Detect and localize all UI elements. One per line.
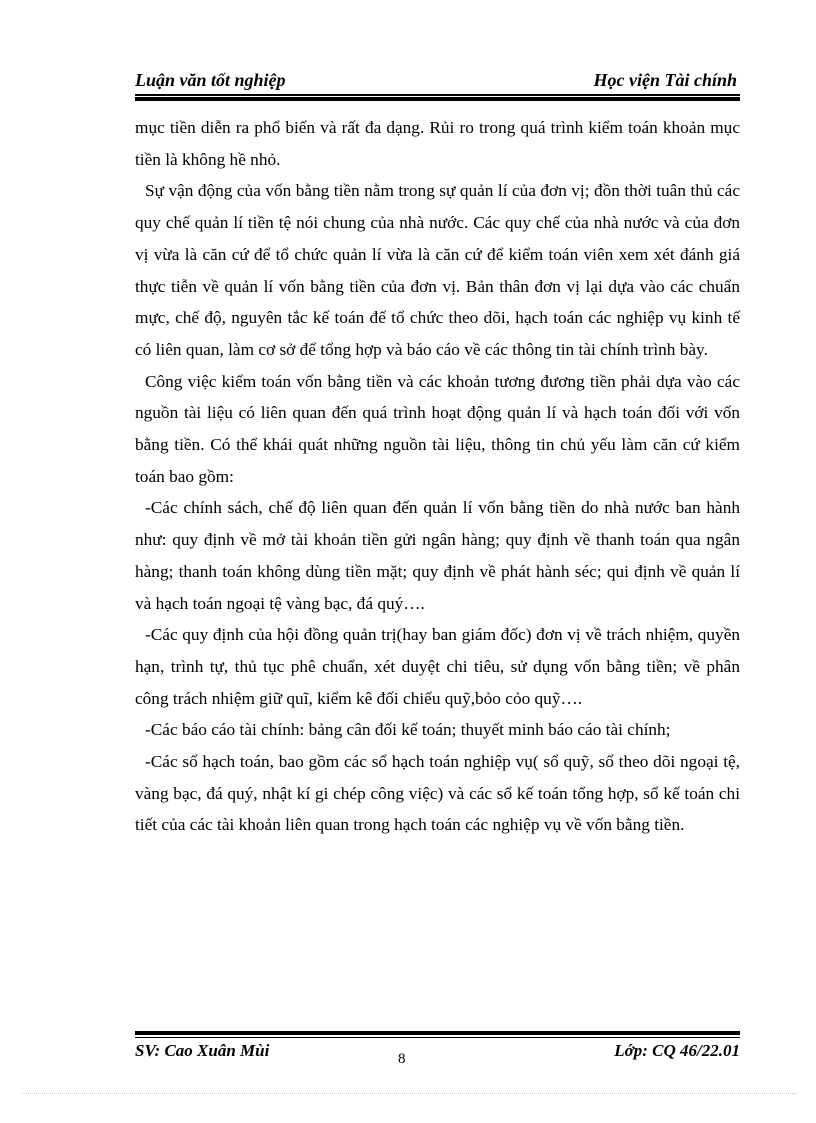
header-rule-thick — [135, 97, 740, 101]
list-item-board-regulations: -Các quy định của hội đồng quản trị(hay ban giám đốc) đơn vị về trách nhiệm, quyền hạn, trình tự, thủ tục phê chuẩn, xét duyệt chi tiêu, sử dụng vốn bằng tiền; về phân công trách nhiệm giữ quĩ, kiểm kê đối chiếu quỹ,bỏo cỏo quỹ…. — [135, 625, 740, 708]
list-item-financial-reports: -Các báo cáo tài chính: bảng cân đối kế toán; thuyết minh báo cáo tài chính; — [145, 720, 671, 740]
header-thesis-title: Luận văn tốt nghiệp — [135, 70, 286, 90]
footer-class-code: Lớp: CQ 46/22.01 — [614, 1041, 740, 1060]
paragraph-continuation: mục tiền diễn ra phổ biến và rất đa dạng. Rủi ro trong quá trình kiểm toán khoản mục tiền là không hề nhỏ. — [135, 118, 740, 169]
paragraph-capital-movement: Sự vận động của vốn bằng tiền nằm trong sự quản lí của đơn vị; đồn thời tuân thủ các quy chế quản lí tiền tệ nói chung của nhà nước. Các quy chế của nhà nước và của đơn vị vừa là căn cứ để tổ chức quản lí vừa là căn cứ để kiểm toán viên xem xét đánh giá thực tiễn về quản lí vốn bằng tiền của đơn vị. Bản thân đơn vị lại dựa vào các chuẩn mực, chế độ, nguyên tắc kế toán để tổ chức theo dõi, hạch toán các nghiệp vụ kinh tế có liên quan, làm cơ sở để tổng hợp và báo cáo về các thông tin tài chính trình bày. — [135, 181, 740, 359]
footer-rule-thin — [135, 1037, 740, 1038]
footer-rule-thick — [135, 1031, 740, 1035]
page-header — [135, 70, 740, 94]
paragraph-audit-sources: Công việc kiểm toán vốn bằng tiền và các khoản tương đương tiền phải dựa vào các nguồn tài liệu có liên quan đến quá trình hoạt động quản lí và hạch toán đối với vốn bằng tiền. Có thể khái quát những nguồn tài liệu, thông tin chủ yếu làm căn cứ kiểm toán bao gồm: — [135, 371, 740, 486]
page-footer — [135, 1041, 740, 1065]
header-institution: Học viện Tài chính — [593, 70, 737, 90]
list-item-accounting-books: -Các sổ hạch toán, bao gồm các sổ hạch toán nghiệp vụ( sổ quỹ, sổ theo dõi ngoại tệ, vàng bạc, đá quý, nhật kí gi chép công việc) và các sổ kế toán tổng hợp, sổ kế toán chi tiết của các tài khoản liên quan trong hạch toán các nghiệp vụ về vốn bằng tiền. — [135, 752, 740, 835]
page-boundary-line — [22, 1093, 797, 1094]
footer-student-name: SV: Cao Xuân Mùi — [135, 1041, 270, 1060]
header-rule-thin — [135, 94, 740, 96]
list-item-state-policies: -Các chính sách, chế độ liên quan đến quản lí vốn bằng tiền do nhà nước ban hành như: quy định về mở tài khoản tiền gửi ngân hàng; quy định về thanh toán qua ngân hàng; thanh toán không dùng tiền mặt; quy định về phát hành séc; qui định về quản lí và hạch toán ngoại tệ vàng bạc, đá quý…. — [135, 498, 740, 613]
document-body — [135, 112, 740, 841]
page-number: 8 — [398, 1051, 406, 1067]
